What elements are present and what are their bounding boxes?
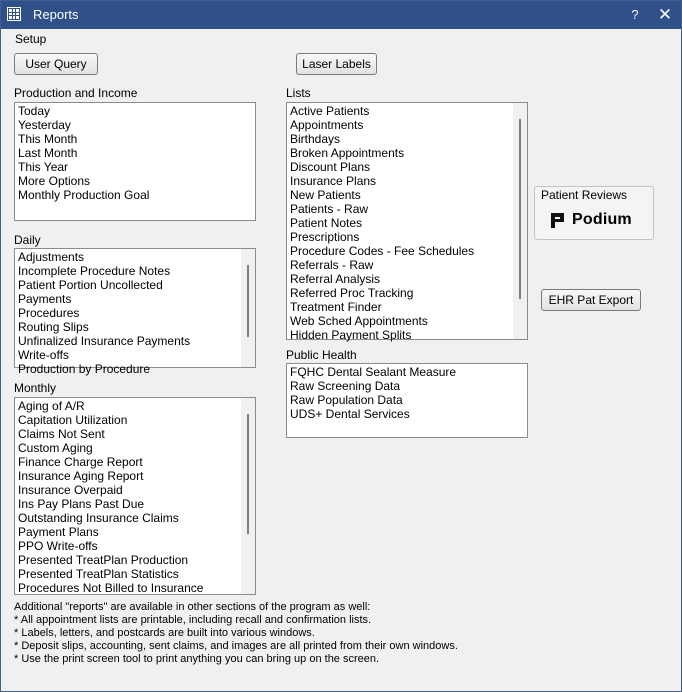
lists-list-item[interactable]: Referrals - Raw — [290, 258, 374, 272]
public-health-list[interactable] — [286, 363, 528, 438]
monthly-list-item[interactable]: Presented TreatPlan Statistics — [18, 567, 179, 581]
lists-list-item[interactable]: Web Sched Appointments — [290, 314, 428, 328]
reports-notes — [14, 601, 458, 666]
production-list-item[interactable]: Today — [18, 104, 51, 118]
daily-list-item[interactable]: Routing Slips — [18, 320, 89, 334]
daily-list[interactable] — [14, 248, 256, 376]
lists-list-item[interactable]: New Patients — [290, 188, 361, 202]
podium-logo[interactable] — [551, 211, 632, 229]
public-health-list-item[interactable]: UDS+ Dental Services — [290, 407, 410, 421]
daily-scrollbar[interactable] — [241, 249, 255, 367]
podium-mark-icon — [551, 213, 565, 228]
production-list-item[interactable]: This Year — [18, 160, 69, 174]
public-health-list-item[interactable]: Raw Screening Data — [290, 379, 401, 393]
monthly-label: Monthly — [14, 381, 57, 395]
production-label: Production and Income — [14, 86, 138, 100]
note-line: * Deposit slips, accounting, sent claims, and images are all printed from their own windows. — [14, 640, 458, 652]
lists-list-item[interactable]: Patient Notes — [290, 216, 363, 230]
patient-reviews-panel[interactable] — [534, 186, 654, 240]
daily-list-item[interactable]: Adjustments — [18, 250, 85, 264]
daily-scroll-thumb[interactable] — [247, 265, 249, 337]
daily-list-item[interactable]: Production by Procedure — [18, 362, 151, 376]
laser-labels-button[interactable]: Laser Labels — [296, 53, 377, 75]
daily-label: Daily — [14, 233, 41, 247]
ehr-pat-export-button[interactable]: EHR Pat Export — [541, 289, 641, 311]
monthly-list-item[interactable]: Insurance Aging Report — [18, 469, 144, 483]
production-list-item[interactable]: Yesterday — [18, 118, 71, 132]
app-grid-icon — [7, 7, 21, 21]
monthly-scroll-thumb[interactable] — [247, 414, 249, 534]
public-health-list-item[interactable]: Raw Population Data — [290, 393, 403, 407]
monthly-list-item[interactable]: Custom Aging — [18, 441, 93, 455]
daily-list-item[interactable]: Patient Portion Uncollected — [18, 278, 163, 292]
daily-list-item[interactable]: Incomplete Procedure Notes — [18, 264, 171, 278]
note-line: Additional "reports" are available in other sections of the program as well: — [14, 601, 371, 613]
lists-list-item[interactable]: Hidden Payment Splits — [290, 328, 412, 342]
lists-list-item[interactable]: Referral Analysis — [290, 272, 381, 286]
monthly-list-item[interactable]: Finance Charge Report — [18, 455, 143, 469]
user-query-button[interactable]: User Query — [14, 53, 98, 75]
lists-label: Lists — [286, 86, 311, 100]
menu-setup[interactable]: Setup — [15, 32, 47, 46]
production-list-item[interactable]: This Month — [18, 132, 78, 146]
monthly-list-item[interactable]: PPO Write-offs — [18, 539, 98, 553]
lists-list-item[interactable]: Birthdays — [290, 132, 341, 146]
window-title: Reports — [33, 7, 79, 22]
lists-list-item[interactable]: Active Patients — [290, 104, 370, 118]
lists-list-item[interactable]: Discount Plans — [290, 160, 371, 174]
daily-list-item[interactable]: Unfinalized Insurance Payments — [18, 334, 191, 348]
monthly-list-item[interactable]: Outstanding Insurance Claims — [18, 511, 179, 525]
daily-list-item[interactable]: Payments — [18, 292, 72, 306]
lists-scrollbar[interactable] — [513, 103, 527, 339]
monthly-list-item[interactable]: Capitation Utilization — [18, 413, 128, 427]
daily-list-item[interactable]: Procedures — [18, 306, 80, 320]
production-list-item[interactable]: Last Month — [18, 146, 78, 160]
monthly-list[interactable] — [14, 397, 256, 595]
monthly-list-item[interactable]: Presented TreatPlan Production — [18, 553, 189, 567]
note-line: * Labels, letters, and postcards are built into various windows. — [14, 627, 315, 639]
menu-bar — [1, 29, 681, 49]
podium-logo-text: Podium — [572, 211, 632, 228]
help-button[interactable]: ? — [631, 7, 639, 22]
note-line: * Use the print screen tool to print anything you can bring up on the screen. — [14, 653, 380, 665]
close-button[interactable]: ✕ — [657, 5, 673, 24]
monthly-list-item[interactable]: Payment Plans — [18, 525, 99, 539]
lists-list-item[interactable]: Procedure Codes - Fee Schedules — [290, 244, 475, 258]
lists-list-item[interactable]: Insurance Plans — [290, 174, 377, 188]
lists-list-item[interactable]: Patients - Raw — [290, 202, 369, 216]
production-list-item[interactable]: More Options — [18, 174, 91, 188]
lists-list-item[interactable]: Treatment Finder — [290, 300, 382, 314]
monthly-list-item[interactable]: Insurance Overpaid — [18, 483, 123, 497]
public-health-label: Public Health — [286, 348, 357, 362]
monthly-list-item[interactable]: Claims Not Sent — [18, 427, 105, 441]
monthly-list-item[interactable]: Ins Pay Plans Past Due — [18, 497, 145, 511]
lists-list-item[interactable]: Prescriptions — [290, 230, 360, 244]
title-bar — [1, 1, 681, 29]
lists-list[interactable] — [286, 102, 528, 340]
monthly-scrollbar[interactable] — [241, 398, 255, 594]
lists-list-item[interactable]: Referred Proc Tracking — [290, 286, 414, 300]
lists-list-item[interactable]: Appointments — [290, 118, 364, 132]
production-list-item[interactable]: Monthly Production Goal — [18, 188, 150, 202]
public-health-list-item[interactable]: FQHC Dental Sealant Measure — [290, 365, 457, 379]
daily-list-item[interactable]: Write-offs — [18, 348, 69, 362]
monthly-list-item[interactable]: Procedures Not Billed to Insurance — [18, 581, 204, 595]
monthly-list-item[interactable]: Aging of A/R — [18, 399, 85, 413]
production-list[interactable] — [14, 102, 256, 221]
lists-scroll-thumb[interactable] — [519, 119, 521, 299]
patient-reviews-label: Patient Reviews — [541, 188, 628, 202]
note-line: * All appointment lists are printable, including recall and confirmation lists. — [14, 614, 372, 626]
lists-list-item[interactable]: Broken Appointments — [290, 146, 405, 160]
